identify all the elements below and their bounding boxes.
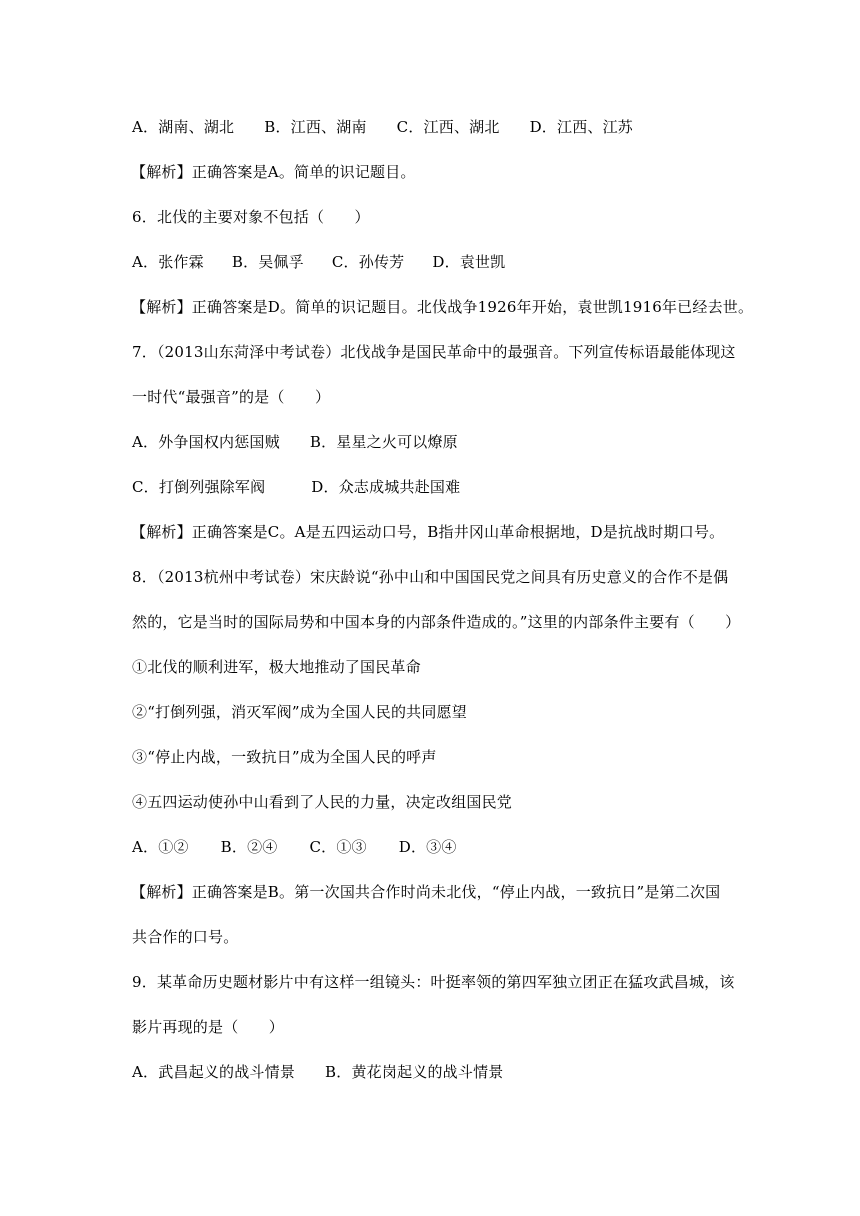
q6-stem: 6．北伐的主要对象不包括（ ） <box>132 208 370 226</box>
q7-option-b: B．星星之火可以燎原 <box>309 433 458 451</box>
q6-option-a: A．张作霖 <box>132 253 204 271</box>
q9-option-a: A．武昌起义的战斗情景 <box>132 1063 296 1081</box>
q7-options-row1 <box>132 432 458 452</box>
q7-options-row2 <box>132 477 460 497</box>
q8-option-c: C．①③ <box>309 838 367 856</box>
q8-analysis-line2: 共合作的口号。 <box>132 928 239 946</box>
q6-options <box>132 252 505 272</box>
q9-stem-line1: 9．某革命历史题材影片中有这样一组镜头：叶挺率领的第四军独立团正在猛攻武昌城，该 <box>132 973 735 991</box>
q5-option-d: D．江西、江苏 <box>529 118 633 136</box>
q8-item-2: ②“打倒列强，消灭军阀”成为全国人民的共同愿望 <box>132 703 467 721</box>
q9-stem-line2: 影片再现的是（ ） <box>132 1018 285 1036</box>
q8-stem-line2: 然的，它是当时的国际局势和中国本身的内部条件造成的。”这里的内部条件主要有（ ） <box>132 613 741 631</box>
q6-analysis: 【解析】正确答案是D。简单的识记题目。北伐战争1926年开始，袁世凯1916年已经去世。 <box>131 298 754 316</box>
q6-option-b: B．吴佩孚 <box>231 253 304 271</box>
q7-analysis: 【解析】正确答案是C。A是五四运动口号，B指井冈山革命根据地，D是抗战时期口号。 <box>131 523 725 541</box>
q7-stem-line2: 一时代“最强音”的是（ ） <box>132 388 331 406</box>
q8-stem-line1: 8．（2013杭州中考试卷）宋庆龄说“孙中山和中国国民党之间具有历史意义的合作不是偶 <box>132 568 729 586</box>
q7-option-c: C．打倒列强除军阀 <box>132 478 266 496</box>
q5-option-b: B．江西、湖南 <box>264 118 367 136</box>
q8-item-3: ③“停止内战，一致抗日”成为全国人民的呼声 <box>132 748 437 766</box>
q8-option-b: B．②④ <box>220 838 278 856</box>
q5-options <box>132 117 633 137</box>
q7-option-a: A．外争国权内惩国贼 <box>132 433 280 451</box>
q8-option-a: A．①② <box>132 838 189 856</box>
q9-option-b: B．黄花岗起义的战斗情景 <box>325 1063 504 1081</box>
q8-item-1: ①北伐的顺利进军，极大地推动了国民革命 <box>132 658 421 676</box>
q8-analysis-line1: 【解析】正确答案是B。第一次国共合作时尚未北伐，“停止内战，一致抗日”是第二次国 <box>131 883 721 901</box>
q8-option-d: D．③④ <box>398 838 457 856</box>
q6-option-c: C．孙传芳 <box>331 253 405 271</box>
q7-stem-line1: 7．（2013山东菏泽中考试卷）北伐战争是国民革命中的最强音。下列宣传标语最能体现这 <box>132 343 736 361</box>
q9-options-row1 <box>132 1062 503 1082</box>
q5-option-c: C．江西、湖北 <box>396 118 500 136</box>
q5-analysis: 【解析】正确答案是A。简单的识记题目。 <box>131 163 416 181</box>
q7-option-d: D．众志成城共赴国难 <box>311 478 461 496</box>
q8-options <box>132 837 457 857</box>
q8-item-4: ④五四运动使孙中山看到了人民的力量，决定改组国民党 <box>132 793 513 811</box>
q5-option-a: A．湖南、湖北 <box>132 118 235 136</box>
q6-option-d: D．袁世凯 <box>432 253 506 271</box>
